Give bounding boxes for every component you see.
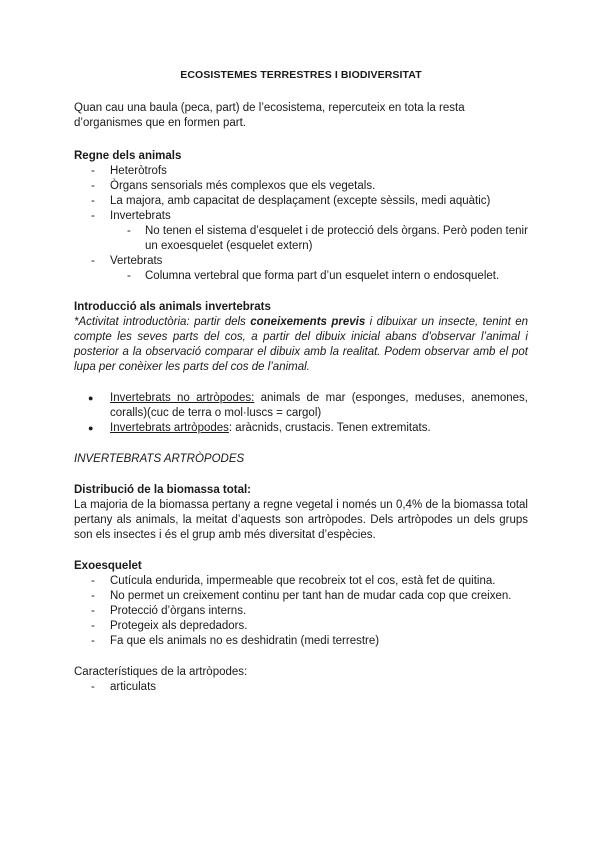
list-item: - Vertebrats (74, 254, 528, 269)
bullet-label: Invertebrats artròpodes (110, 422, 229, 434)
list-item: - Protecció d’òrgans interns. (74, 604, 528, 619)
list-item (74, 391, 528, 421)
regne-heading: Regne dels animals (74, 150, 182, 162)
vertebrats-sublist (74, 269, 528, 284)
vertebrats-list (74, 254, 528, 269)
exoesquelet-list (74, 574, 528, 649)
list-item: - Columna vertebral que forma part d’un esquelet intern o endosquelet. (74, 269, 528, 284)
introduccio-heading: Introducció als animals invertebrats (74, 301, 271, 313)
list-item: - No permet un creixement continu per tant han de mudar cada cop que creixen. (74, 589, 528, 604)
exoesquelet-heading: Exoesquelet (74, 560, 142, 572)
list-item (74, 421, 528, 436)
list-item: - Òrgans sensorials més complexos que els vegetals. (74, 179, 528, 194)
caracteristiques-heading: Característiques de la artròpodes: (74, 666, 248, 678)
list-item: - Heteròtrofs (74, 164, 528, 179)
activity-bold: coneixements previs (250, 316, 366, 328)
bullet-text: : aràcnids, crustacis. Tenen extremitats. (228, 422, 431, 434)
distribucio-paragraph: La majoria de la biomassa pertany a regne vegetal i només un 0,4% de la biomassa total pertany als animals, la meitat d’aquests son artròpodes. Dels artròpodes un dels grups son els insectes i és el grup amb més diversitat d’espècies. (74, 499, 528, 541)
regne-list (74, 164, 528, 224)
list-item: - No tenen el sistema d’esquelet i de protecció dels òrgans. Però poden tenir un exoesquelet (esquelet extern) (74, 224, 528, 254)
invertebrats-sublist (74, 224, 528, 254)
bullet-label: Invertebrats no artròpodes: (110, 392, 255, 404)
bullet-text: animals de mar (esponges, meduses, anemones, coralls)(cuc de terra o mol·luscs = cargol) (110, 392, 528, 419)
caracteristiques-list (74, 680, 528, 695)
activity-suffix: i dibuixar un insecte, tenint en compte les seves parts del cos, a partir del dibuix inicial abans d'observar l’animal i posterior a la observació comparar el dibuix amb la realitat. Podem observar amb el pot lupa per conèixer les parts del cos de l’animal. (74, 316, 528, 373)
list-item: - La majora, amb capacitat de desplaçament (excepte sèssils, medi aquàtic) (74, 194, 528, 209)
distribucio-heading: Distribució de la biomassa total: (74, 484, 252, 496)
invertebrats-bullets (74, 391, 528, 436)
list-item: - Cutícula endurida, impermeable que recobreix tot el cos, està fet de quitina. (74, 574, 528, 589)
list-item: - Fa que els animals no es deshidratin (medi terrestre) (74, 634, 528, 649)
list-item: - Invertebrats (74, 209, 528, 224)
page-title: ECOSISTEMES TERRESTRES I BIODIVERSITAT (180, 69, 422, 81)
intro-paragraph: Quan cau una baula (peca, part) de l’ecosistema, repercuteix en tota la resta d’organismes que en formen part. (74, 102, 465, 129)
document-page (74, 68, 528, 695)
list-item: - Protegeix als depredadors. (74, 619, 528, 634)
activity-paragraph (74, 315, 528, 375)
list-item: - articulats (74, 680, 528, 695)
activity-prefix: *Activitat introductòria: partir dels (74, 316, 251, 328)
artropodes-heading: INVERTEBRATS ARTRÒPODES (74, 453, 245, 465)
